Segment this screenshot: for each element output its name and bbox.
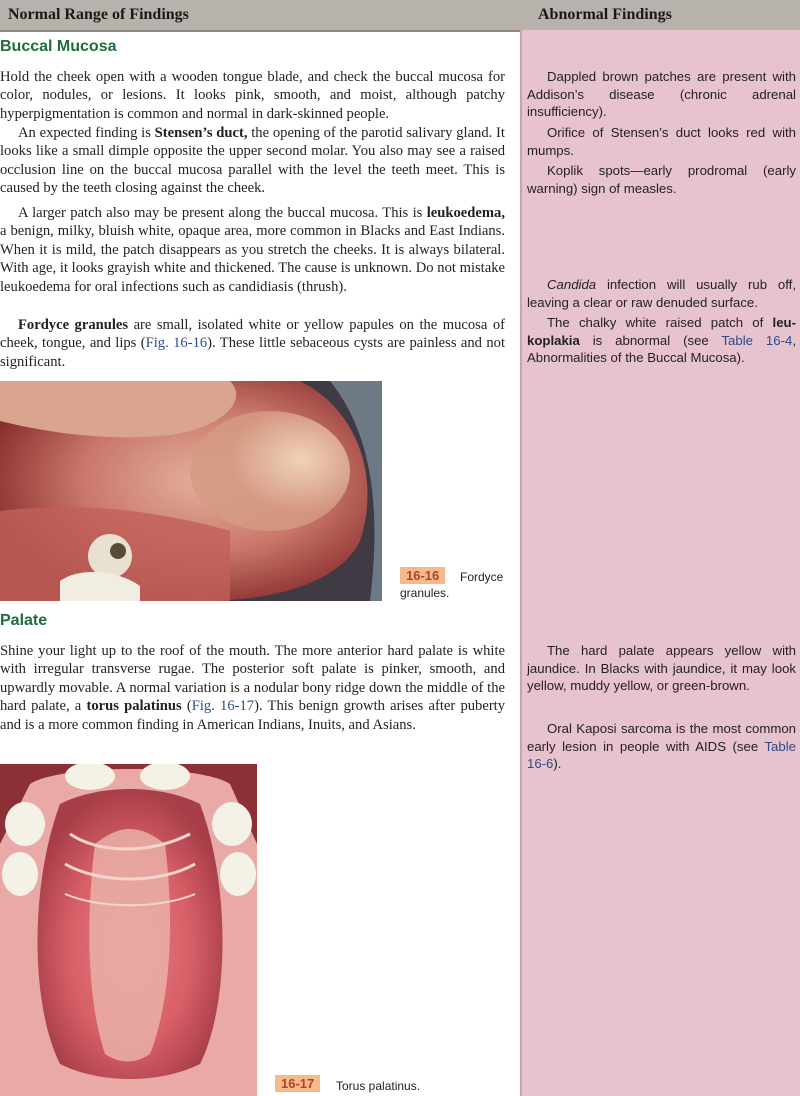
table-16-4-link[interactable]: Table 16-4 [721,332,793,348]
abnormal-mumps: Orifice of Stensen’s duct looks red with mumps. [527,125,796,158]
fig-16-16-link[interactable]: Fig. 16-16 [145,335,208,352]
palate-paragraph: Shine your light up to the roof of the mouth. The more anterior hard palate is white with irregular transverse rugae. The posterior soft palate is pinker, smooth, and upwardly movable. A normal variation is a nodular bony ridge down the middle of the hard palate, a torus palatinus (Fig. 16-17). This benign growth arises after puberty and is a more common finding in American Indians, Inuits, and Asians. [0,643,506,733]
abnormal-koplik: Koplik spots—early prodromal (early warning) sign of measles. [527,163,796,196]
column-header-bar [0,0,800,32]
abnormal-addisons: Dappled brown patches are present with Addison’s disease (chronic adrenal insufficiency). [527,69,796,120]
figure-16-16-caption: Fordyce granules. [400,570,504,600]
abnormal-leukoplakia: The chalky white raised patch of leukoplakia is abnormal (see Table 16-4, Abnormalities of the Buccal Mucosa). [527,315,796,366]
buccal-mucosa-title: Buccal Mucosa [0,38,117,55]
fig-16-17-link[interactable]: Fig. 16-17 [191,698,255,715]
buccal-paragraph-2: An expected finding is Stensen’s duct, the opening of the parotid salivary gland. It looks like a small dimple opposite the upper second molar. You also may see a raised occlusion line on the buccal mucosa parallel with the level the teeth meet. This is caused by the teeth closing against the cheek. [0,125,505,197]
column-divider [520,30,522,1096]
normal-findings-heading: Normal Range of Findings [8,6,189,23]
fordyce-granules-photo [0,381,382,601]
buccal-paragraph-1: Hold the cheek open with a wooden tongue blade, and check the buccal mucosa for color, nodules, or lesions. It looks pink, smooth, and moist, although patchy hyperpigmentation is common and normal in dark-skinned people. [0,69,505,122]
abnormal-kaposi: Oral Kaposi sarcoma is the most common early lesion in people with AIDS (see Table 16-6). [527,721,796,772]
buccal-paragraph-4: Fordyce granules are small, isolated white or yellow papules on the mucosa of cheek, tongue, and lips (Fig. 16-16). These little sebaceous cysts are painless and not significant. [0,317,506,370]
torus-palatinus-photo [0,764,257,1096]
figure-16-17-number: 16-17 [275,1075,320,1092]
palate-title: Palate [0,612,48,629]
table-16-6-link[interactable]: Table 16-6 [527,738,796,772]
abnormal-findings-heading: Abnormal Findings [538,6,672,23]
buccal-paragraph-3: A larger patch also may be present along the buccal mucosa. This is leukoedema, a benign, milky, bluish white, opaque area, more common in Blacks and East Indians. When it is mild, the patch disappears as you stretch the cheeks. It is always bilateral. With age, it looks grayish white and thickened. The cause is unknown. Do not mistake leukoedema for oral infections such as candidiasis (thrush). [0,205,505,295]
abnormal-candida: Candida infection will usually rub off, leaving a clear or raw denuded surface. [527,277,796,310]
abnormal-jaundice: The hard palate appears yellow with jaundice. In Blacks with jaundice, it may look yellow, muddy yellow, or green-brown. [527,643,796,694]
figure-16-17-caption: Torus palatinus. [336,1079,421,1093]
figure-16-16-number: 16-16 [400,567,445,584]
